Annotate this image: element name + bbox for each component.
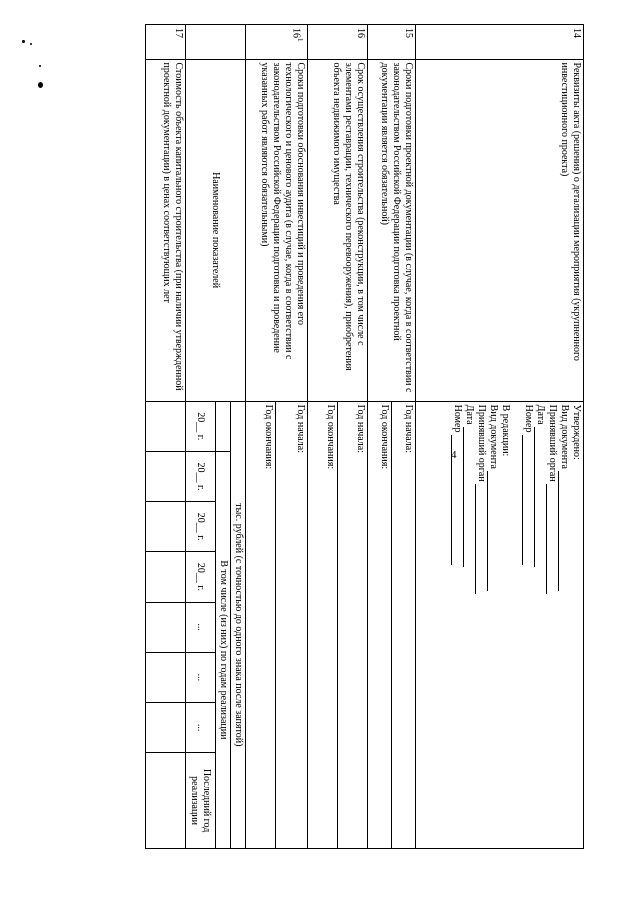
row-label: Сроки подготовки проектной документации (в случае, когда в соответствии с законодательством Российской Федерации подготовка проектной документации является обязательной) (368, 59, 416, 401)
approved-authority: Принявший орган (546, 405, 558, 845)
spacer (511, 405, 522, 845)
row-number: 14 (416, 25, 584, 60)
value-cell (146, 552, 186, 602)
year-col: 20__ г. (186, 401, 216, 451)
end-year: Год окончания: (246, 401, 276, 848)
page-number: 4 (451, 449, 457, 461)
approval-details (416, 401, 584, 848)
row-number: 16 (308, 25, 368, 60)
revision-date: Дата (463, 405, 475, 845)
year-col: 20__ г. (186, 502, 216, 552)
spacer-cell (186, 25, 246, 60)
start-year: Год начала: (392, 401, 416, 848)
revision-number: Номер (451, 405, 463, 845)
breakdown-header: В том числе (из них) по годам реализации (216, 451, 231, 848)
table-row-15 (392, 25, 416, 849)
units-header: тыс. рублей (с точностью до одного знака после запятой) (231, 401, 246, 848)
revision-title: В редакции: (500, 404, 511, 457)
row-number: 15 (368, 25, 416, 60)
year-col: ... (186, 702, 216, 752)
value-cell (146, 602, 186, 652)
approved-title: Утверждено: (571, 404, 582, 460)
row-label: Сроки подготовки обоснования инвестиций и проведения его технологического и ценового аудита (в случае, когда в соответствии с законодательством Российской Федерации подготовка и проведение указанных работ являются обязательными) (246, 59, 308, 401)
approved-doc-type: Вид документа (558, 405, 570, 845)
year-col: ... (186, 602, 216, 652)
row-label: Срок осуществления строительства (реконструкции, в том числе с элементами реставрации, технического перевооружения), приобретения объекта недвижимого имущества (308, 59, 368, 401)
form-table (145, 24, 584, 849)
row-number-superscript: 1 (296, 38, 304, 42)
scan-speck (22, 40, 25, 43)
row-number: $16^1$ (246, 25, 308, 60)
table-row-16 (338, 25, 368, 849)
row-label: Стоимость объекта капитального строительства (при наличии утвержденной проектной документации) в ценах соответствующих лет (146, 59, 186, 401)
spacer-cell (216, 401, 231, 451)
value-cell (146, 401, 186, 451)
year-col: 20__ г. (186, 451, 216, 501)
revision-authority: Принявший орган (475, 405, 487, 845)
value-cell (146, 702, 186, 752)
table-row-14 (416, 25, 584, 849)
end-year: Год окончания: (368, 401, 392, 848)
table-row-16-1 (276, 25, 308, 849)
value-cell (146, 451, 186, 501)
value-cell (146, 502, 186, 552)
end-year: Год окончания: (308, 401, 338, 848)
year-col: 20__ г. (186, 552, 216, 602)
rotated-form (26, 24, 584, 849)
units-header-row (231, 25, 246, 849)
value-cell (146, 753, 186, 849)
year-col-last: Последний год реализации (186, 753, 216, 849)
approved-number: Номер (522, 405, 534, 845)
value-cell (146, 652, 186, 702)
table-row-17 (146, 25, 186, 849)
row-label: Реквизиты акта (решения) о детализации мероприятия (укрупненного инвестиционного проекта) (416, 59, 584, 401)
start-year: Год начала: (338, 401, 368, 848)
row-number: 17 (146, 25, 186, 60)
year-col: ... (186, 652, 216, 702)
start-year: Год начала: (276, 401, 308, 848)
indicators-name-header: Наименование показателей (186, 59, 246, 401)
revision-doc-type: Вид документа (487, 405, 499, 845)
approved-date: Дата (534, 405, 546, 845)
